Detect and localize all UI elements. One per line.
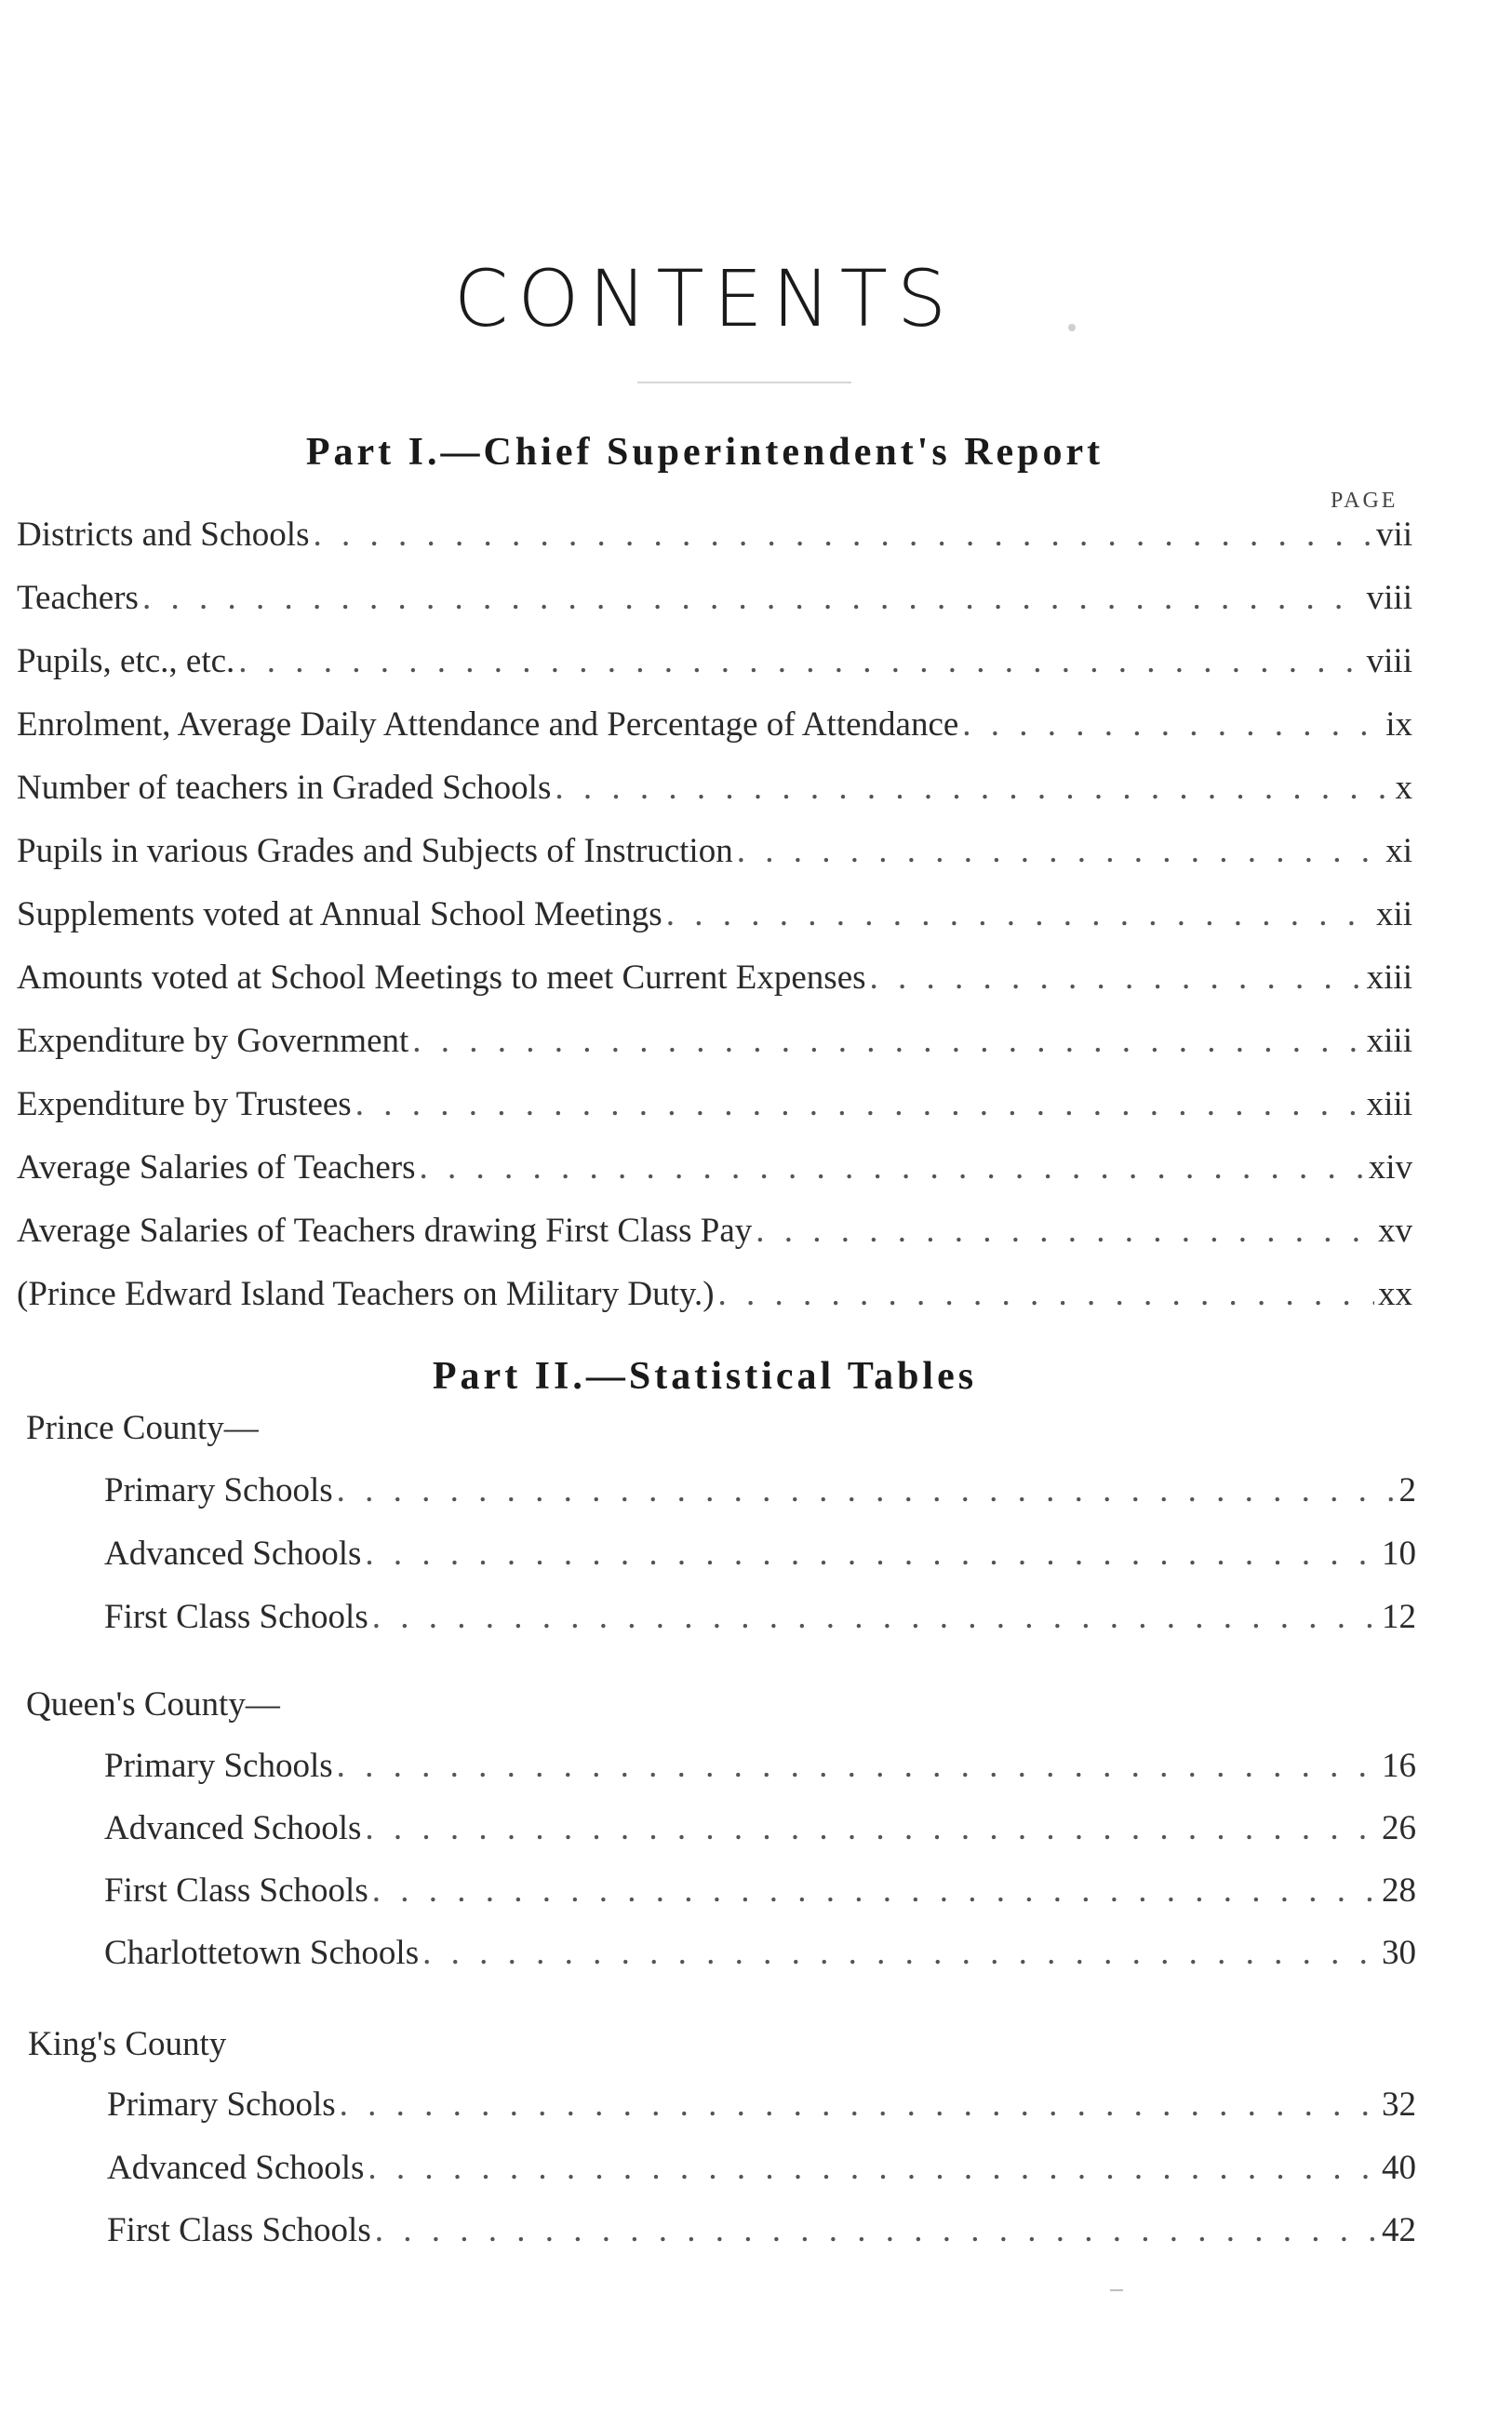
toc-entry[interactable] [17, 894, 1412, 946]
toc-entry[interactable] [17, 1021, 1412, 1073]
part-2-heading: Part II.—Statistical Tables [432, 1355, 978, 1398]
toc-entry[interactable] [104, 1534, 1416, 1586]
toc-entry-page: xi [1385, 832, 1412, 870]
toc-entry-label: Primary Schools [107, 2086, 336, 2124]
toc-entry-page: x [1395, 769, 1412, 807]
toc-entry-page: 40 [1382, 2149, 1416, 2187]
dot-leader [337, 1470, 1396, 1510]
county-heading: King's County [28, 2025, 227, 2063]
toc-entry-label: Advanced Schools [104, 1809, 362, 1847]
dot-leader [420, 1147, 1365, 1187]
toc-entry[interactable] [17, 1274, 1412, 1326]
toc-entry[interactable] [104, 1808, 1416, 1860]
toc-entry-label: Amounts voted at School Meetings to meet Current Expenses [17, 959, 866, 997]
bottom-rule [1110, 2289, 1123, 2291]
toc-entry-page: vii [1375, 516, 1412, 554]
toc-entry-page: xiv [1368, 1148, 1412, 1187]
toc-entry-label: (Prince Edward Island Teachers on Military Duty.) [17, 1275, 715, 1313]
toc-entry-label: Number of teachers in Graded Schools [17, 769, 552, 807]
toc-entry[interactable] [17, 1084, 1412, 1136]
toc-entry-label: First Class Schools [104, 1598, 368, 1636]
toc-entry-label: Expenditure by Trustees [17, 1085, 352, 1123]
toc-entry-label: Pupils, etc., etc. [17, 642, 235, 680]
toc-entry-page: 32 [1382, 2086, 1416, 2124]
toc-entry[interactable] [107, 2148, 1416, 2200]
toc-entry-page: 28 [1382, 1871, 1416, 1910]
toc-entry-label: First Class Schools [107, 2211, 371, 2249]
dot-leader [555, 768, 1391, 808]
toc-entry[interactable] [17, 958, 1412, 1010]
toc-entry-label: Advanced Schools [107, 2149, 365, 2187]
dot-leader [422, 1933, 1378, 1973]
dot-leader [365, 1808, 1378, 1848]
dot-leader [412, 1021, 1362, 1061]
toc-entry-page: viii [1366, 642, 1412, 680]
dot-leader [737, 831, 1383, 871]
dot-leader [375, 2210, 1378, 2250]
part-1-heading: Part I.—Chief Superintendent's Report [305, 431, 1104, 474]
dot-leader [313, 515, 1372, 555]
dot-leader [718, 1274, 1374, 1314]
toc-entry-label: Average Salaries of Teachers [17, 1148, 416, 1187]
toc-entry[interactable] [17, 641, 1412, 693]
dot-leader [238, 641, 1362, 681]
toc-entry[interactable] [17, 1147, 1412, 1200]
toc-entry-page: 30 [1382, 1934, 1416, 1972]
county-heading: Queen's County— [26, 1685, 280, 1724]
toc-entry-label: Supplements voted at Annual School Meetings [17, 895, 662, 933]
toc-entry[interactable] [104, 1470, 1416, 1523]
toc-entry-label: Charlottetown Schools [104, 1934, 420, 1972]
toc-entry-page: ix [1385, 705, 1412, 744]
dot-leader [340, 2085, 1378, 2125]
toc-entry[interactable] [104, 1871, 1416, 1923]
dot-leader [337, 1746, 1378, 1786]
dot-leader [355, 1084, 1363, 1124]
toc-entry-page: 26 [1382, 1809, 1416, 1847]
toc-entry-page: viii [1366, 579, 1412, 617]
dot-leader [368, 2148, 1378, 2188]
page-title: CONTENTS [453, 253, 957, 344]
toc-entry-label: Districts and Schools [17, 516, 310, 554]
dot-leader [142, 578, 1363, 618]
toc-entry-label: Teachers [17, 579, 139, 617]
toc-entry-page: xiii [1366, 1085, 1412, 1123]
toc-entry-label: Enrolment, Average Daily Attendance and Percentage of Attendance [17, 705, 959, 744]
toc-entry-label: Average Salaries of Teachers drawing First Class Pay [17, 1212, 753, 1250]
dot-leader [372, 1871, 1378, 1911]
toc-entry[interactable] [17, 768, 1412, 820]
toc-entry-label: Primary Schools [104, 1471, 333, 1509]
dot-leader [870, 958, 1363, 998]
toc-entry[interactable] [107, 2210, 1416, 2262]
page-column-label: PAGE [1331, 489, 1398, 513]
toc-entry-page: xx [1378, 1275, 1412, 1313]
toc-entry[interactable] [104, 1933, 1416, 1985]
toc-entry-page: 2 [1398, 1471, 1416, 1509]
toc-entry-label: Primary Schools [104, 1747, 333, 1785]
toc-entry-page: xiii [1366, 959, 1412, 997]
toc-entry[interactable] [17, 831, 1412, 883]
toc-entry[interactable] [17, 704, 1412, 757]
toc-entry-page: 10 [1382, 1535, 1416, 1573]
toc-entry-page: xii [1375, 895, 1412, 933]
toc-entry-page: 12 [1382, 1598, 1416, 1636]
dot-leader [666, 894, 1372, 934]
toc-entry[interactable] [17, 578, 1412, 630]
toc-entry-label: Expenditure by Government [17, 1022, 409, 1060]
dot-leader [756, 1211, 1374, 1251]
toc-entry-label: Pupils in various Grades and Subjects of Instruction [17, 832, 733, 870]
toc-entry[interactable] [104, 1597, 1416, 1649]
toc-entry-label: First Class Schools [104, 1871, 368, 1910]
toc-entry[interactable] [104, 1746, 1416, 1798]
county-heading: Prince County— [26, 1409, 259, 1447]
dot-leader [365, 1534, 1378, 1574]
toc-entry-label: Advanced Schools [104, 1535, 362, 1573]
toc-entry[interactable] [107, 2085, 1416, 2137]
toc-entry-page: 42 [1382, 2211, 1416, 2249]
toc-entry[interactable] [17, 1211, 1412, 1263]
dot-leader [962, 704, 1382, 744]
dot-leader [372, 1597, 1378, 1637]
toc-entry[interactable] [17, 515, 1412, 567]
toc-entry-page: 16 [1382, 1747, 1416, 1785]
toc-entry-page: xv [1378, 1212, 1412, 1250]
title-divider [637, 382, 851, 383]
toc-entry-page: xiii [1366, 1022, 1412, 1060]
